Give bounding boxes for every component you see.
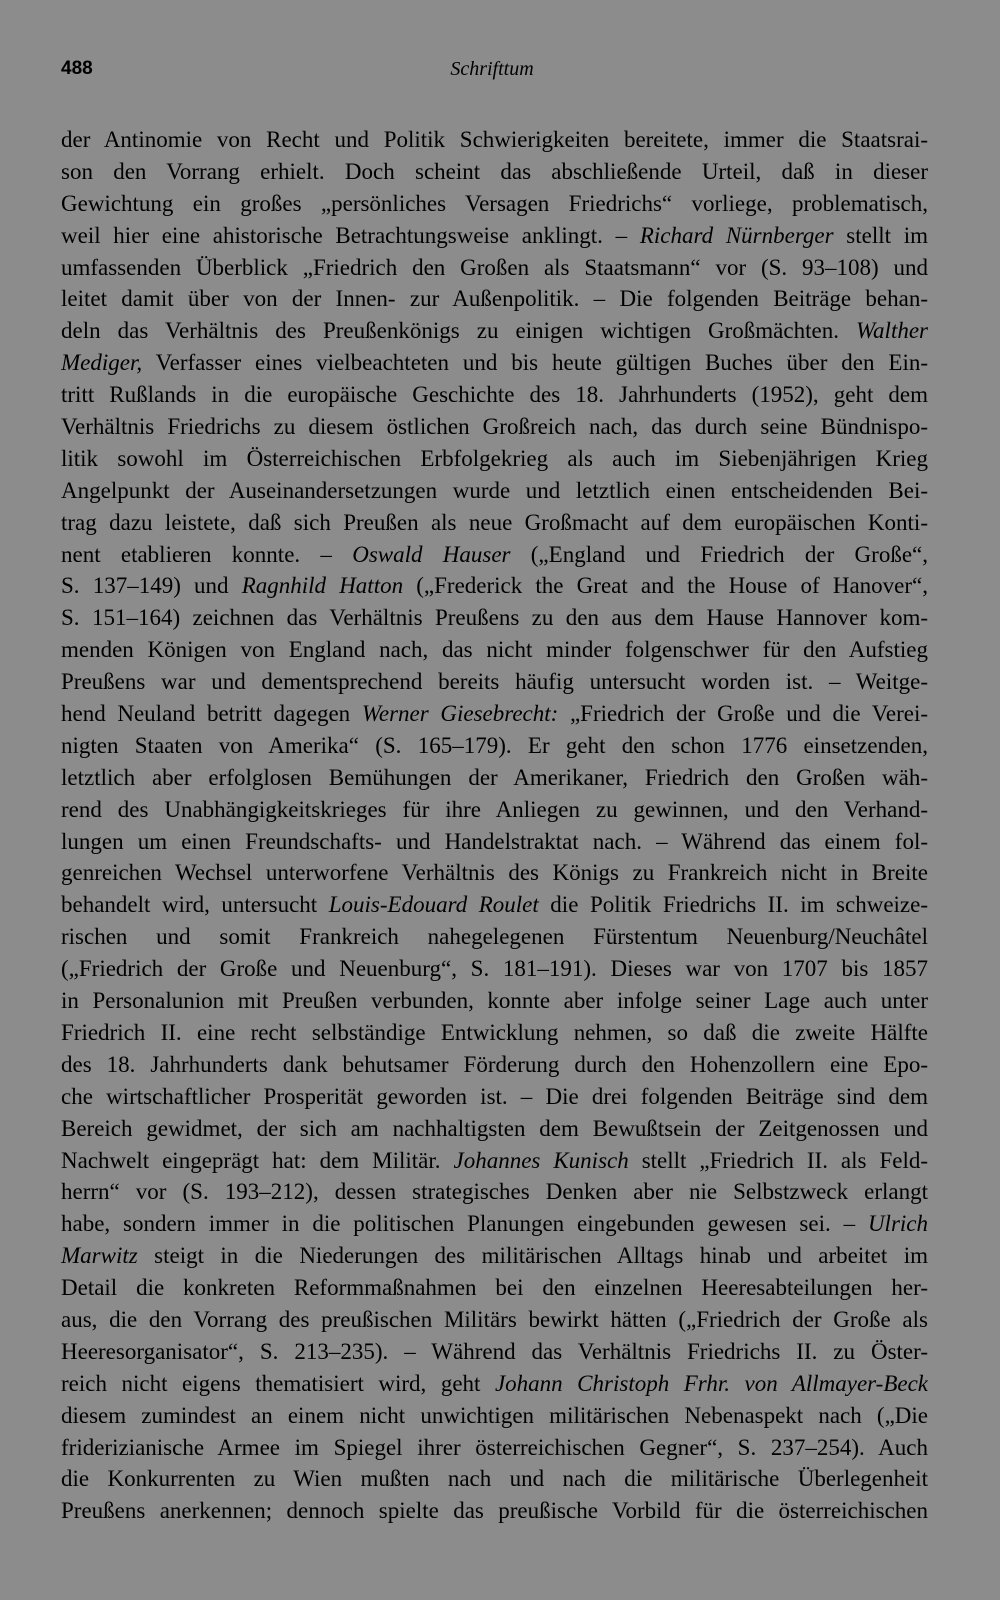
text-line: [61, 826, 928, 858]
text-line: [61, 1145, 928, 1177]
author-name: Louis-Edouard Roulet: [328, 892, 539, 918]
text-line: [61, 857, 928, 889]
author-name: Oswald Hauser: [352, 541, 511, 567]
text-line: [61, 1463, 928, 1495]
text-line: [61, 634, 928, 666]
text-run: S. 151–164) zeichnen das Verhältnis Preußens zu den aus dem Hause Hannover kom-: [61, 605, 928, 631]
text-run: hend Neuland betritt dagegen: [61, 701, 362, 727]
text-line: [61, 539, 928, 571]
author-name: Mediger,: [61, 350, 143, 376]
text-run: die Politik Friedrichs II. im schweize-: [538, 892, 928, 918]
text-run: („Frederick the Great and the House of Hanover“,: [403, 573, 928, 599]
text-run: nent etablieren konnte. –: [61, 541, 353, 567]
text-run: rischen und somit Frankreich nahegelegenen Fürstentum Neuenburg/Neuchâtel: [61, 924, 928, 950]
author-name: Johannes Kunisch: [453, 1147, 629, 1173]
text-line: [61, 379, 928, 411]
text-line: [61, 411, 928, 443]
text-line: [61, 1495, 928, 1527]
text-run: nigten Staaten von Amerika“ (S. 165–179). Er geht den schon 1776 einsetzenden,: [61, 732, 928, 758]
text-line: [61, 953, 928, 985]
text-run: friderizianische Armee im Spiegel ihrer österreichischen Gegner“, S. 237–254). Auch: [61, 1434, 928, 1460]
text-run: des 18. Jahrhunderts dank behutsamer Förderung durch den Hohenzollern eine Epo-: [61, 1051, 928, 1077]
text-line: [61, 666, 928, 698]
text-run: weil hier eine ahistorische Betrachtungsweise anklingt. –: [61, 222, 640, 248]
text-run: der Antinomie von Recht und Politik Schwierigkeiten bereitete, immer die Staatsrai-: [61, 127, 928, 152]
page-header: [61, 58, 923, 88]
text-run: Nachwelt eingeprägt hat: dem Militär.: [61, 1147, 454, 1173]
author-name: Ragnhild Hatton: [241, 573, 404, 599]
text-run: Bereich gewidmet, der sich am nachhaltigsten dem Bewußtsein der Zeitgenossen und: [61, 1115, 928, 1141]
text-run: Preußens anerkennen; dennoch spielte das preußische Vorbild für die österreichischen: [61, 1498, 928, 1524]
text-line: [61, 220, 928, 252]
text-run: stellt „Friedrich II. als Feld-: [628, 1147, 928, 1173]
text-run: Gewichtung ein großes „persönliches Versagen Friedrichs“ vorliege, problematisch,: [61, 190, 928, 216]
page-number: 488: [61, 58, 93, 79]
text-line: [61, 1432, 928, 1464]
text-line: [61, 889, 928, 921]
text-line: [61, 794, 928, 826]
author-name: Walther: [856, 318, 928, 344]
body-text: [61, 124, 928, 1527]
text-run: Verhältnis Friedrichs zu diesem östlichen Großreich nach, das durch seine Bündnispo-: [61, 414, 928, 440]
text-run: diesem zumindest an einem nicht unwichtigen militärischen Nebenaspekt nach („Die: [61, 1402, 928, 1428]
text-line: [61, 762, 928, 794]
text-run: letztlich aber erfolglosen Bemühungen der Amerikaner, Friedrich den Großen wäh-: [61, 764, 928, 790]
text-line: [61, 1176, 928, 1208]
text-run: son den Vorrang erhielt. Doch scheint das abschließende Urteil, daß in dieser: [61, 158, 928, 184]
text-run: Verfasser eines vielbeachteten und bis heute gültigen Buches über den Ein-: [142, 350, 928, 376]
author-name: Johann Christoph Frhr. von Allmayer-Beck: [494, 1370, 928, 1396]
text-run: umfassenden Überblick „Friedrich den Großen als Staatsmann“ vor (S. 93–108) und: [61, 254, 928, 280]
author-name: Richard Nürnberger: [639, 222, 834, 248]
text-run: rend des Unabhängigkeitskrieges für ihre Anliegen zu gewinnen, und den Verhand-: [61, 796, 928, 822]
text-run: steigt in die Niederungen des militärischen Alltags hinab und arbeitet im: [137, 1243, 928, 1269]
text-run: Angelpunkt der Auseinandersetzungen wurde und letztlich einen entscheidenden Bei-: [61, 477, 928, 503]
text-line: [61, 698, 928, 730]
text-line: [61, 730, 928, 762]
text-run: litik sowohl im Österreichischen Erbfolgekrieg als auch im Siebenjährigen Krieg: [61, 445, 928, 471]
text-line: [61, 443, 928, 475]
text-line: [61, 1049, 928, 1081]
text-line: [61, 188, 928, 220]
text-run: S. 137–149) und: [61, 573, 242, 599]
text-run: („Friedrich der Große und Neuenburg“, S. 181–191). Dieses war von 1707 bis 1857: [61, 956, 928, 982]
text-line: [61, 507, 928, 539]
text-line: [61, 570, 928, 602]
text-line: [61, 124, 928, 156]
text-run: habe, sondern immer in die politischen Planungen eingebunden gewesen sei. –: [61, 1211, 868, 1237]
text-line: [61, 1336, 928, 1368]
text-line: [61, 1400, 928, 1432]
text-line: [61, 985, 928, 1017]
text-line: [61, 1113, 928, 1145]
text-run: genreichen Wechsel unterworfene Verhältnis des Königs zu Frankreich nicht in Breite: [61, 860, 928, 886]
text-line: [61, 1081, 928, 1113]
text-run: reich nicht eigens thematisiert wird, geht: [61, 1370, 495, 1396]
text-run: die Konkurrenten zu Wien mußten nach und nach die militärische Überlegenheit: [61, 1466, 928, 1492]
text-line: [61, 1017, 928, 1049]
text-run: „Friedrich der Große und die Verei-: [558, 701, 928, 727]
author-name: Werner Giesebrecht:: [361, 701, 559, 727]
text-line: [61, 347, 928, 379]
text-line: [61, 921, 928, 953]
text-run: Detail die konkreten Reformmaßnahmen bei den einzelnen Heeresabteilungen her-: [61, 1275, 928, 1301]
running-head: Schrifttum: [450, 58, 534, 80]
text-line: [61, 315, 928, 347]
text-run: deln das Verhältnis des Preußenkönigs zu einigen wichtigen Großmächten.: [61, 318, 856, 344]
text-line: [61, 1304, 928, 1336]
text-run: Friedrich II. eine recht selbständige Entwicklung nehmen, so daß die zweite Hälfte: [61, 1019, 928, 1045]
text-line: [61, 156, 928, 188]
text-run: tritt Rußlands in die europäische Geschichte des 18. Jahrhunderts (1952), geht dem: [61, 382, 928, 408]
author-name: Marwitz: [61, 1243, 138, 1269]
text-line: [61, 1272, 928, 1304]
text-run: herrn“ vor (S. 193–212), dessen strategisches Denken aber nie Selbstzweck erlangt: [61, 1179, 928, 1205]
text-run: che wirtschaftlicher Prosperität geworden ist. – Die drei folgenden Beiträge sind dem: [61, 1083, 928, 1109]
text-run: aus, die den Vorrang des preußischen Militärs bewirkt hätten („Friedrich der Große als: [61, 1306, 928, 1332]
text-line: [61, 283, 928, 315]
text-run: („England und Friedrich der Große“,: [510, 541, 928, 567]
text-line: [61, 602, 928, 634]
text-line: [61, 1368, 928, 1400]
text-line: [61, 1240, 928, 1272]
text-run: behandelt wird, untersucht: [61, 892, 329, 918]
author-name: Ulrich: [867, 1211, 928, 1237]
text-run: menden Königen von England nach, das nicht minder folgenschwer für den Aufstieg: [61, 637, 928, 663]
text-line: [61, 252, 928, 284]
text-run: stellt im: [833, 222, 928, 248]
text-line: [61, 475, 928, 507]
text-run: Preußens war und dementsprechend bereits häufig untersucht worden ist. – Weitge-: [61, 669, 928, 695]
text-run: in Personalunion mit Preußen verbunden, konnte aber infolge seiner Lage auch unter: [61, 988, 928, 1014]
text-run: leitet damit über von der Innen- zur Außenpolitik. – Die folgenden Beiträge behan-: [61, 286, 928, 312]
text-run: Heeresorganisator“, S. 213–235). – Während das Verhältnis Friedrichs II. zu Öster-: [61, 1338, 928, 1364]
text-run: trag dazu leistete, daß sich Preußen als neue Großmacht auf dem europäischen Konti-: [61, 509, 928, 535]
text-run: lungen um einen Freundschafts- und Handelstraktat nach. – Während das einem fol-: [61, 828, 928, 854]
text-line: [61, 1208, 928, 1240]
